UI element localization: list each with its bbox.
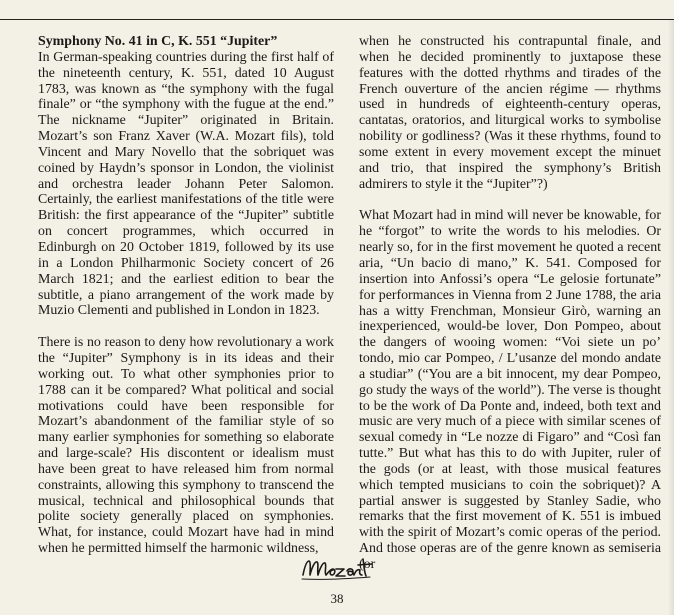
mozart-signature-image <box>300 553 374 585</box>
page-number: 38 <box>330 591 344 606</box>
paragraph-1 <box>38 34 334 319</box>
paragraph-1-text: In German-speaking countries during the first half of the nineteenth century, K. 551, dated 10 August 1783, was known as “the symphony with the fugal finale” or “the symphony with the fugue at the end.” The nickname “Jupiter” originated in Britain. Mozart’s son Franz Xaver (W.A. Mozart fils), told Vincent and Mary Novello that the sobriquet was coined by Haydn’s sponsor in London, the violinist and orchestra leader Johann Peter Salomon. Certainly, the earliest manifestations of the title were British: the first appearance of the “Jupiter” subtitle on concert programmes, which occurred in Edinburgh on 20 October 1819, followed by its use in a London Philharmonic Society concert of 26 March 1821; and the earliest edition to bear the subtitle, a piano arrangement of the work made by Muzio Clementi and published in London in 1823. <box>38 49 334 319</box>
left-column <box>38 34 334 573</box>
paragraph-2: There is no reason to deny how revolutionary a work the “Jupiter” Symphony is in its ideas and their working out. To what other symphonies prior to 1788 can it be compared? What political and social motivations could have been responsible for Mozart’s abandonment of the familiar style of so many earlier symphonies for something so elaborate and large-scale? His discontent or idealism must have been great to have released him from normal constraints, allowing this symphony to transcend the musical, technical and philosophical bounds that polite society generally placed on symphonies. What, for instance, could Mozart have had in mind when he permitted himself the harmonic wildness, <box>38 335 334 557</box>
section-heading: Symphony No. 41 in C, K. 551 “Jupiter” <box>38 34 278 49</box>
paragraph-3: when he constructed his contrapuntal finale, and when he decided prominently to juxtapose these features with the dotted rhythms and tirades of the French ouverture of the ancien régime — rhythms used in hundreds of eighteenth-century operas, cantatas, oratorios, and liturgical works to symbolise nobility or godliness? (Was it these rhythms, found to some extent in every movement except the minuet and trio, that inspired the symphony’s British admirers to style it the “Jupiter”?) <box>359 34 661 192</box>
right-column <box>359 34 661 589</box>
page-edge-shadow <box>668 20 674 615</box>
paragraph-4: What Mozart had in mind will never be knowable, for he “forgot” to write the words to his melodies. Or nearly so, for in the first movement he quoted a recent aria, “Un bacio di mano,” K. 541. Composed for insertion into Anfossi’s opera “Le gelosie fortunate” for performances in Vienna from 2 June 1788, the aria has a witty Frenchman, Monsieur Girò, warning an inexperienced, would-be lover, Don Pompeo, about the dangers of wooing women: “Voi siete un po’ tondo, mio car Pompeo, / L’usanze del mondo andate a studiar” (“You are a bit innocent, my dear Pompeo, go study the ways of the world”). The verse is thought to be the work of Da Ponte and, indeed, both text and music are very much of a piece with similar scenes of sexual comedy in “Le nozze di Figaro” and “Così fan tutte.” But what has this to do with Jupiter, ruler of the gods (or at least, with those musical features which tempted musicians to coin the sobriquet)? A partial answer is suggested by Stanley Sadie, who remarks that the first movement of K. 551 is imbued with the spirit of Mozart’s comic operas of the period. And those operas are of the genre known as semiseria (or <box>359 208 661 572</box>
top-rule <box>0 19 674 20</box>
